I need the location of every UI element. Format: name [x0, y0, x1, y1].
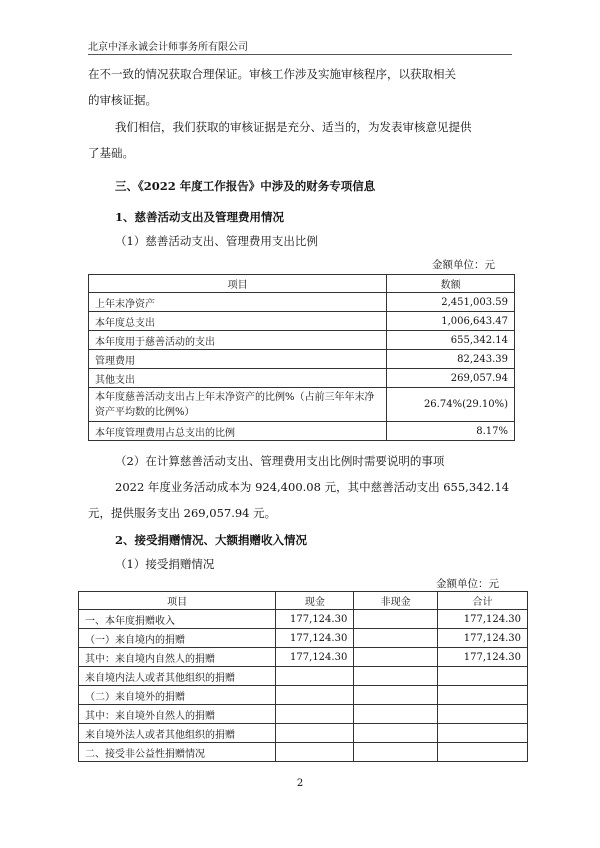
cash-cell: 177,124.30 — [276, 629, 354, 648]
row-label: 上年末净资产 — [89, 293, 387, 312]
row-label: 本年度管理费用占总支出的比例 — [89, 422, 387, 441]
cash-cell: 177,124.30 — [276, 610, 354, 629]
subsection-heading: 1、慈善活动支出及管理费用情况 — [115, 210, 284, 224]
subsection-heading: 2、接受捐赠情况、大额捐赠收入情况 — [115, 533, 307, 547]
table-row — [79, 705, 528, 724]
column-header: 项目 — [89, 275, 387, 293]
paragraph-line: 元，提供服务支出 269,057.94 元。 — [88, 506, 277, 520]
table-row — [79, 686, 528, 705]
cash-cell — [276, 724, 354, 743]
table-row — [79, 648, 528, 667]
row-label: （一）来自境内的捐赠 — [79, 629, 276, 648]
row-value: 1,006,643.47 — [387, 312, 515, 331]
table-row — [89, 293, 515, 312]
row-label: 来自境外法人或者其他组织的捐赠 — [79, 724, 276, 743]
table-row — [79, 629, 528, 648]
noncash-cell — [354, 667, 438, 686]
row-value: 655,342.14 — [387, 331, 515, 350]
paragraph-line: 2022 年度业务活动成本为 924,400.08 元，其中慈善活动支出 655,342.14 — [115, 480, 510, 494]
total-cell: 177,124.30 — [438, 648, 528, 667]
cash-cell — [276, 705, 354, 724]
donation-table — [78, 591, 528, 762]
total-cell: 177,124.30 — [438, 629, 528, 648]
total-cell — [438, 743, 528, 762]
table-row — [79, 724, 528, 743]
table-row — [79, 743, 528, 762]
charity-expense-table — [88, 274, 515, 441]
noncash-cell — [354, 629, 438, 648]
total-cell — [438, 724, 528, 743]
row-label: 本年度慈善活动支出占上年末净资产的比例%（占前三年年末净资产平均数的比例%） — [89, 388, 387, 422]
table1-unit: 金额单位：元 — [432, 259, 495, 271]
row-label: 管理费用 — [89, 350, 387, 369]
column-header: 项目 — [79, 592, 276, 610]
cash-cell — [276, 667, 354, 686]
column-header: 合计 — [438, 592, 528, 610]
table-row — [89, 331, 515, 350]
page-header: 北京中泽永诚会计师事务所有限公司 — [88, 42, 248, 53]
noncash-cell — [354, 648, 438, 667]
column-header: 非现金 — [354, 592, 438, 610]
row-value: 82,243.39 — [387, 350, 515, 369]
row-label: 本年度总支出 — [89, 312, 387, 331]
noncash-cell — [354, 610, 438, 629]
row-value: 2,451,003.59 — [387, 293, 515, 312]
noncash-cell — [354, 743, 438, 762]
cash-cell — [276, 743, 354, 762]
row-value: 8.17% — [387, 422, 515, 441]
table-header-row — [89, 275, 515, 293]
cash-cell: 177,124.30 — [276, 648, 354, 667]
row-label: 一、本年度捐赠收入 — [79, 610, 276, 629]
page-number: 2 — [296, 778, 304, 789]
section-heading: 三、《2022 年度工作报告》中涉及的财务专项信息 — [115, 179, 376, 193]
table-row — [89, 422, 515, 441]
row-label: 其中：来自境内自然人的捐赠 — [79, 648, 276, 667]
cash-cell — [276, 686, 354, 705]
table-row — [89, 312, 515, 331]
column-header: 现金 — [276, 592, 354, 610]
table-row — [79, 610, 528, 629]
row-label: 其中：来自境外自然人的捐赠 — [79, 705, 276, 724]
total-cell — [438, 667, 528, 686]
sub-item-heading: （1）接受捐赠情况 — [115, 557, 215, 571]
paragraph-line: 的审核证据。 — [88, 93, 157, 107]
paragraph-line: 在不一致的情况获取合理保证。审核工作涉及实施审核程序，以获取相关 — [88, 67, 456, 81]
total-cell: 177,124.30 — [438, 610, 528, 629]
noncash-cell — [354, 724, 438, 743]
row-label: （二）来自境外的捐赠 — [79, 686, 276, 705]
table-row — [89, 388, 515, 422]
sub-item-heading: （2）在计算慈善活动支出、管理费用支出比例时需要说明的事项 — [115, 454, 445, 468]
total-cell — [438, 705, 528, 724]
paragraph-line: 了基础。 — [88, 146, 134, 160]
row-value: 26.74%(29.10%) — [387, 388, 515, 422]
noncash-cell — [354, 705, 438, 724]
paragraph-line: 我们相信，我们获取的审核证据是充分、适当的，为发表审核意见提供 — [115, 120, 472, 134]
row-value: 269,057.94 — [387, 369, 515, 388]
header-rule — [88, 54, 512, 55]
table2-unit: 金额单位：元 — [436, 578, 499, 590]
total-cell — [438, 686, 528, 705]
row-label: 本年度用于慈善活动的支出 — [89, 331, 387, 350]
table-header-row — [79, 592, 528, 610]
column-header: 数额 — [387, 275, 515, 293]
row-label: 其他支出 — [89, 369, 387, 388]
table-row — [89, 350, 515, 369]
row-label: 来自境内法人或者其他组织的捐赠 — [79, 667, 276, 686]
row-label: 二、接受非公益性捐赠情况 — [79, 743, 276, 762]
table-row — [89, 369, 515, 388]
table-row — [79, 667, 528, 686]
sub-item-heading: （1）慈善活动支出、管理费用支出比例 — [115, 234, 318, 248]
noncash-cell — [354, 686, 438, 705]
